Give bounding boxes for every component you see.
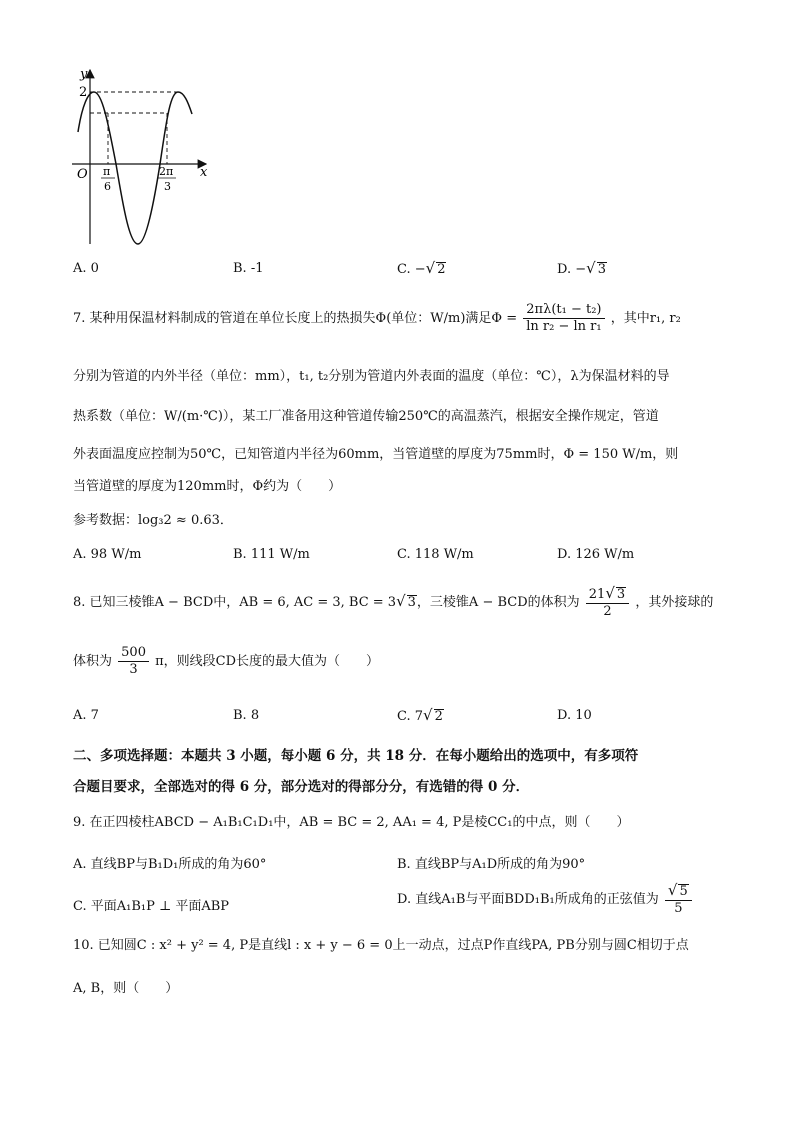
q9-stem: 9. 在正四棱柱ABCD − A₁B₁C₁D₁中，AB = BC = 2, AA₁ = 4, P是棱CC₁的中点，则（ ） — [73, 815, 630, 830]
q7-option-c: C. 118 W/m — [397, 547, 474, 562]
q8-option-c: C. 7√ 2 — [397, 706, 443, 724]
sine-graph — [60, 62, 220, 252]
tick-pi6-num: π — [103, 165, 111, 178]
q8-option-b: B. 8 — [233, 708, 260, 723]
q8-volume-fraction: $\frac{21√ 3}{2}$ — [586, 585, 629, 620]
q9-option-d: D. 直线A₁B与平面BDD₁B₁所成角的正弦值为 $\frac{√ 5}{5}$ — [397, 882, 694, 917]
q7-line1: 7. 某种用保温材料制成的管道在单位长度上的热损失Φ(单位：W/m)满足Φ = $\frac{\text{2πλ(t₁ − t₂)}}{\text{ln r₂ − ln r₁}}$ ，其中r₁, r₂ — [73, 302, 681, 334]
y-axis-label: y — [80, 67, 88, 82]
q7-formula: $\frac{\text{2πλ(t₁ − t₂)}}{\text{ln r₂ − ln r₁}}$ — [523, 302, 604, 335]
q7-line2: 分别为管道的内外半径（单位：mm），t₁, t₂分别为管道内外表面的温度（单位：℃），λ为保温材料的导 — [73, 369, 670, 384]
q9-option-c: C. 平面A₁B₁P ⊥ 平面ABP — [73, 899, 230, 914]
q8-ball-fraction: $\frac{500}{3}$ — [118, 645, 149, 678]
q6-option-c: C. −√ 2 — [397, 259, 446, 277]
q7-line5: 当管道壁的厚度为120mm时，Φ约为（ ） — [73, 479, 342, 494]
q7-option-b: B. 111 W/m — [233, 547, 310, 562]
q7-option-a: A. 98 W/m — [73, 547, 142, 562]
tick-2pi3-num: 2π — [159, 165, 174, 178]
origin-label: O — [77, 167, 88, 182]
q6-option-d: D. −√ 3 — [557, 259, 606, 277]
q10-line2: A, B，则（ ） — [73, 981, 179, 996]
tick-2pi3-den: 3 — [164, 180, 171, 193]
q8-option-d: D. 10 — [557, 708, 592, 723]
q7-line3: 热系数（单位：W/(m·℃)），某工厂准备用这种管道传输250℃的高温蒸汽，根据安全操作规定，管道 — [73, 409, 659, 424]
q8-option-a: A. 7 — [73, 708, 99, 723]
section2-heading-line1: 二、多项选择题：本题共 3 小题，每小题 6 分，共 18 分．在每小题给出的选项中，有多项符 — [73, 748, 639, 764]
q7-option-d: D. 126 W/m — [557, 547, 635, 562]
section2-heading-line2: 合题目要求，全部选对的得 6 分，部分选对的得部分分，有选错的得 0 分． — [73, 779, 530, 795]
q8-line1: 8. 已知三棱锥A − BCD中，AB = 6, AC = 3, BC = 3√ 3，三棱锥A − BCD的体积为 $\frac{21√ 3}{2}$ ，其外接球的 — [73, 584, 714, 619]
sine-curve — [78, 92, 192, 244]
q7-line4: 外表面温度应控制为50℃，已知管道内半径为60mm，当管道壁的厚度为75mm时，Φ = 150 W/m，则 — [73, 447, 679, 462]
q10-line1: 10. 已知圆C : x² + y² = 4, P是直线l : x + y − 6 = 0上一动点，过点P作直线PA, PB分别与圆C相切于点 — [73, 938, 689, 953]
x-axis-label: x — [200, 165, 208, 180]
q6-option-b: B. -1 — [233, 261, 264, 276]
q9-option-b: B. 直线BP与A₁D所成的角为90° — [397, 857, 586, 872]
q8-line2: 体积为 $\frac{500}{3}$ π，则线段CD长度的最大值为（ ） — [73, 645, 380, 677]
q6-option-a: A. 0 — [73, 261, 99, 276]
q7-reference-data: 参考数据：log₃2 ≈ 0.63． — [73, 513, 233, 528]
y-tick-2: 2 — [79, 85, 88, 100]
tick-pi6-den: 6 — [104, 180, 111, 193]
q9-option-a: A. 直线BP与B₁D₁所成的角为60° — [73, 857, 267, 872]
